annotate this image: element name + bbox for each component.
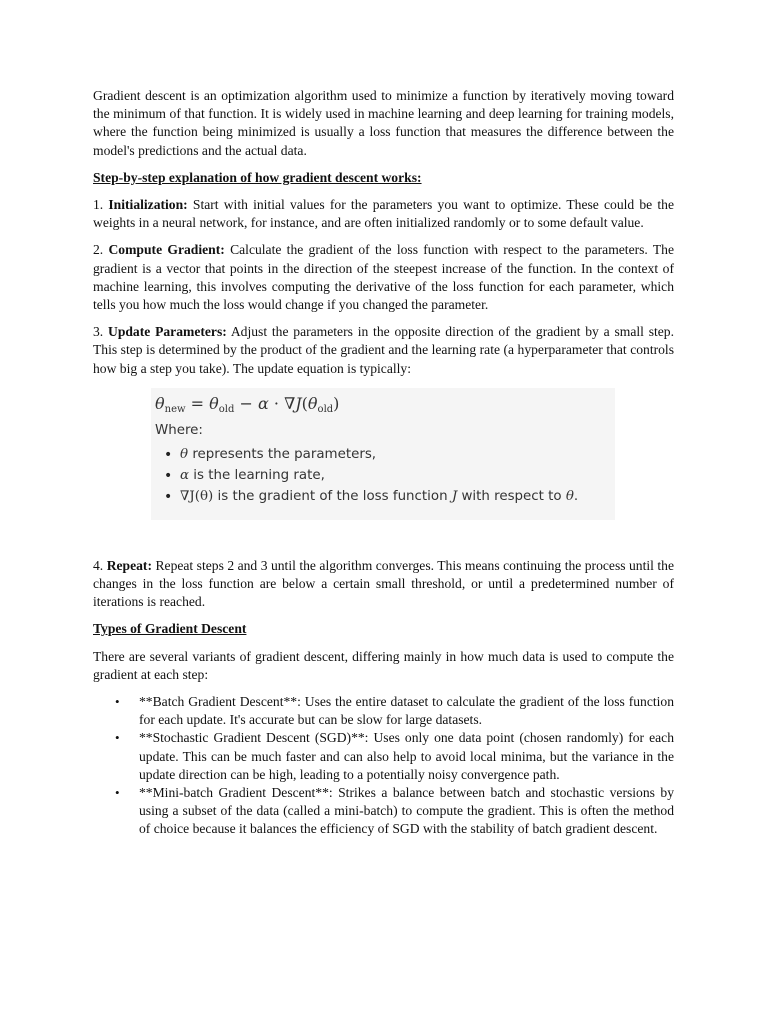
- step-title: Compute Gradient:: [108, 242, 225, 258]
- types-intro: There are several variants of gradient descent, differing mainly in how much data is used to compute the gradient at each step:: [93, 648, 674, 682]
- close-paren: ): [333, 393, 340, 413]
- step-number: 4.: [93, 557, 104, 573]
- nabla-symbol: ∇: [284, 393, 296, 413]
- update-equation: [155, 394, 339, 420]
- subscript-old: old: [317, 403, 334, 415]
- step-title: Repeat:: [106, 557, 152, 573]
- list-item: • **Batch Gradient Descent**: Uses the entire dataset to calculate the gradient of the loss function for each update. It's accurate but can be slow for large datasets.: [139, 693, 674, 729]
- theta-symbol: θ: [209, 393, 219, 413]
- step-3: [93, 323, 674, 378]
- step-2: [93, 241, 674, 314]
- open-paren: (: [301, 393, 308, 413]
- step-number: 3.: [93, 324, 104, 340]
- formula-definitions: [151, 446, 578, 509]
- steps-heading: Step-by-step explanation of how gradient descent works:: [93, 169, 422, 185]
- list-item: • **Stochastic Gradient Descent (SGD)**: Uses only one data point (chosen randomly) for each update. This can be much faster and can also help to avoid local minima, but the variance in the update direction can be high, leading to a potentially noisy convergence path.: [139, 729, 674, 784]
- loss-symbol: J: [295, 393, 302, 413]
- dot-operator: ·: [268, 393, 285, 413]
- types-heading: Types of Gradient Descent: [93, 621, 247, 637]
- formula-image: [151, 388, 615, 520]
- definition-item: • ∇J(θ) is the gradient of the loss function J with respect to θ.: [151, 488, 578, 509]
- step-title: Update Parameters:: [108, 324, 227, 340]
- equals-sign: =: [185, 393, 210, 413]
- minus-sign: −: [234, 393, 258, 413]
- document-content: [93, 87, 674, 839]
- definition-item: • θ represents the parameters,: [151, 446, 578, 467]
- step-text: Adjust the parameters in the opposite direction of the gradient by a small step. This step is determined by the product of the gradient and the learning rate (a hyperparameter that controls how big a step you take). The update equation is typically:: [93, 324, 674, 376]
- step-number: 2.: [93, 242, 104, 258]
- step-number: 1.: [93, 197, 104, 213]
- theta-symbol: θ: [155, 393, 165, 413]
- step-text: Repeat steps 2 and 3 until the algorithm converges. This means continuing the process until the changes in the loss function are below a certain small threshold, or until a predetermined number of iterations is reached.: [93, 557, 675, 610]
- intro-paragraph: Gradient descent is an optimization algorithm used to minimize a function by iteratively moving toward the minimum of that function. It is widely used in machine learning and deep learning for training models, where the function being minimized is usually a loss function that measures the difference between the model's predictions and the actual data.: [93, 88, 674, 158]
- definition-item: • α is the learning rate,: [151, 467, 578, 488]
- subscript-old: old: [218, 403, 235, 415]
- theta-symbol: θ: [307, 393, 318, 413]
- step-title: Initialization:: [108, 197, 188, 213]
- step-4: [93, 557, 674, 612]
- types-list: [93, 693, 674, 839]
- subscript-new: new: [164, 403, 186, 415]
- list-item: • **Mini-batch Gradient Descent**: Strikes a balance between batch and stochastic versions by using a subset of the data (called a mini-batch) to compute the gradient. This is often the method of choice because it balances the efficiency of SGD with the stability of batch gradient descent.: [139, 784, 674, 839]
- where-label: Where:: [155, 422, 203, 438]
- step-1: [93, 196, 674, 232]
- alpha-symbol: α: [257, 393, 269, 413]
- step-text: Calculate the gradient of the loss function with respect to the parameters. The gradient is a vector that points in the direction of the steepest increase of the function. In the context of machine learning, this involves computing the derivative of the loss function for each parameter, which tells you how much the loss would change if you changed the parameter.: [93, 242, 674, 313]
- step-text: Start with initial values for the parameters you want to optimize. These could be the weights in a neural network, for instance, and are often initialized randomly or to some default value.: [93, 197, 674, 231]
